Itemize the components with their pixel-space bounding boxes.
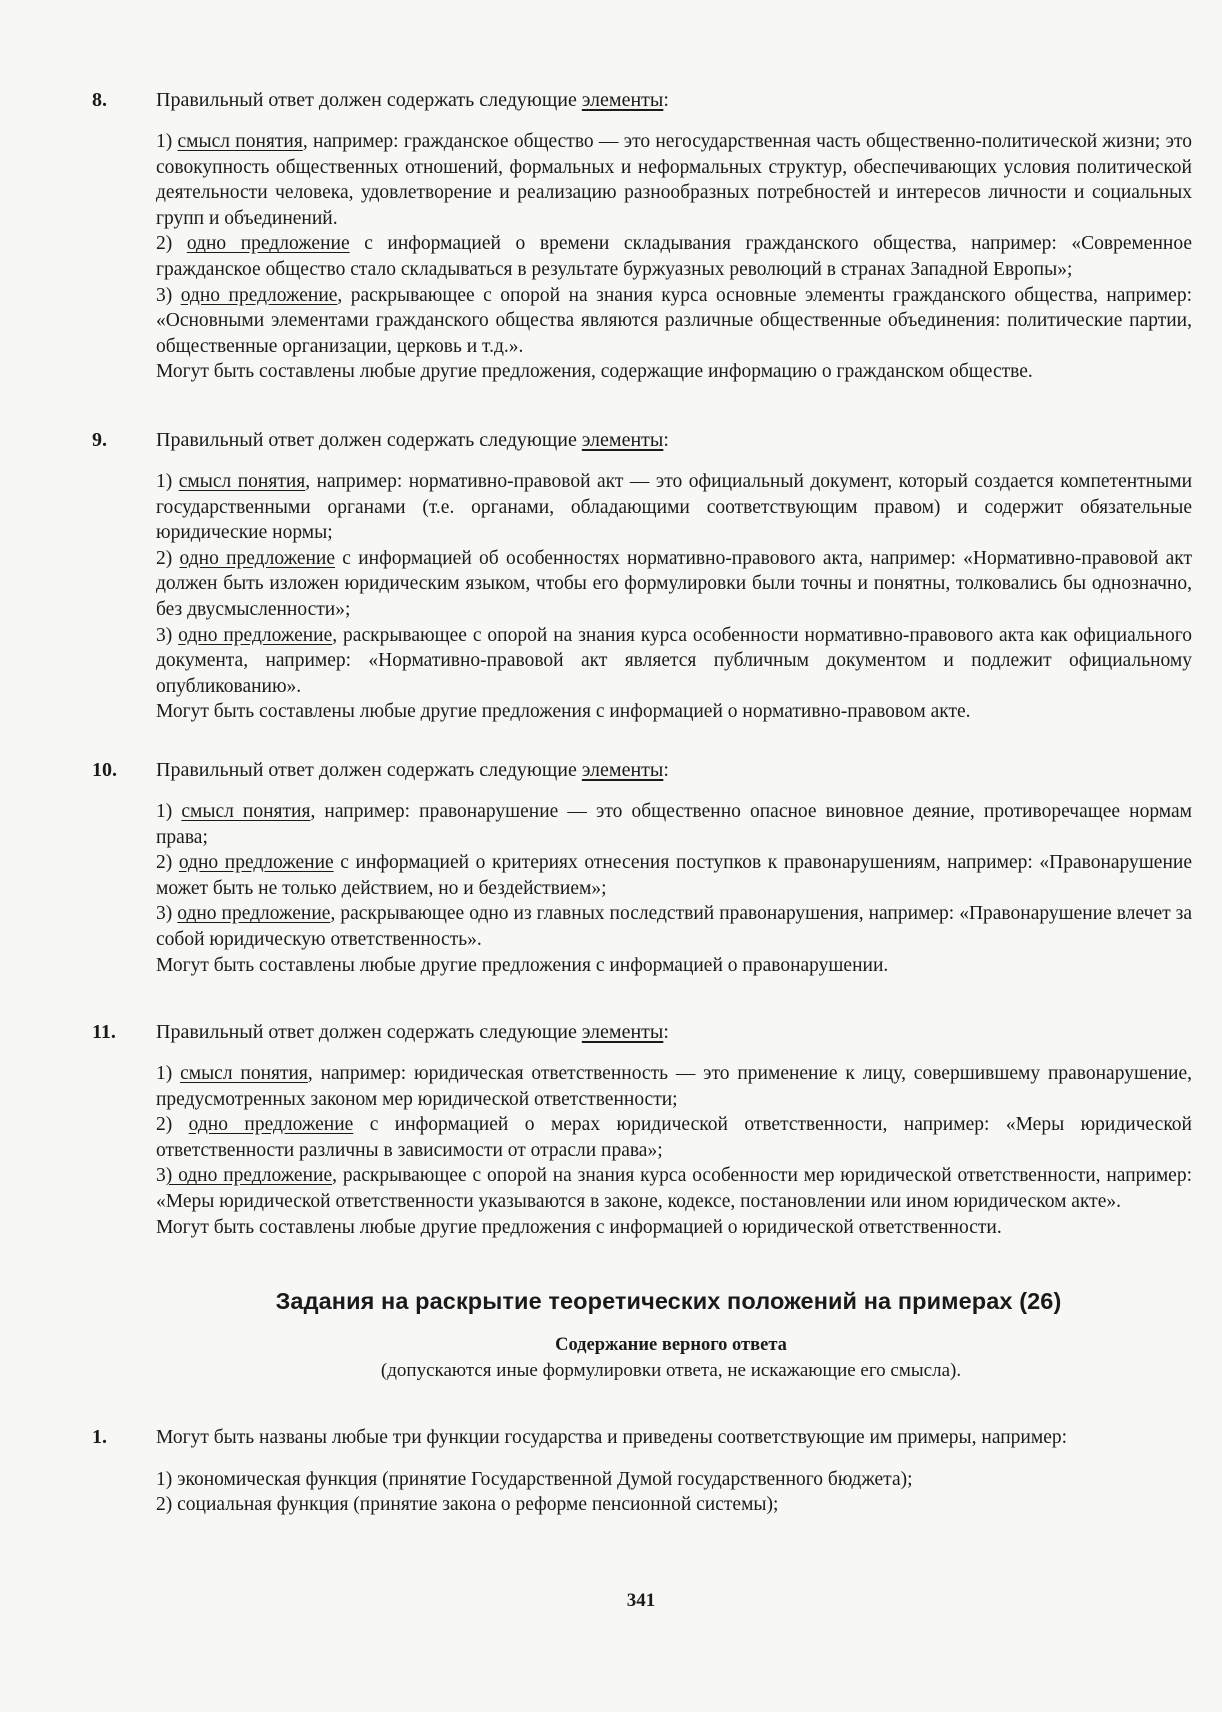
task-item-1 <box>92 1425 1190 1518</box>
item-number: 10. <box>92 759 117 781</box>
point-2: 2) одно предложение с информацией о времени складывания гражданского общества, например: «Современное гражданское общество стало складываться в результате буржуазных революций в странах Западной Европы»; <box>156 233 1192 280</box>
point-2: 2) одно предложение с информацией о критериях отнесения поступков к правонарушениям, например: «Правонарушение может быть не только действием, но и бездействием»; <box>156 852 1192 899</box>
closing-note: Могут быть составлены любые другие предложения с информацией о нормативно-правовом акте. <box>156 701 971 723</box>
item-text <box>156 129 1192 385</box>
item-body <box>156 88 1192 385</box>
point-1: 1) смысл понятия, например: правонарушение — это общественно опасное виновное деяние, противоречащее нормам права; <box>156 801 1193 848</box>
answer-item-11 <box>92 1020 1193 1288</box>
point-1: 1) смысл понятия, например: юридическая ответственность — это применение к лицу, совершившему правонарушение, предусмотренных законом мер юридической ответственности; <box>156 1063 1193 1110</box>
item-lead: Правильный ответ должен содержать следующие элементы: <box>156 1021 669 1043</box>
item-body <box>156 1425 1192 1518</box>
answer-item-10 <box>92 758 1193 1020</box>
item-number: 11. <box>92 1021 116 1043</box>
point-2: 2) одно предложение с информацией о мерах юридической ответственности, например: «Меры юридической ответственности различны в зависимости от отрасли права»; <box>156 1114 1192 1161</box>
point-1: 1) смысл понятия, например: нормативно-правовой акт — это официальный документ, который создается компетентными государственными органами (т.е. органами, обладающими соответствующим правом) и содержит обязательные юридические нормы; <box>156 471 1192 544</box>
point-3: 3) одно предложение, раскрывающее с опорой на знания курса особенности нормативно-правового акта как официального документа, например: «Нормативно-правовой акт является публичным документом и подлежит официальному опубликованию». <box>156 624 1192 697</box>
section-note: (допускаются иные формулировки ответа, не искажающие его смысла). <box>380 1360 962 1381</box>
example-1: 1) экономическая функция (принятие Государственной Думой государственного бюджета); <box>156 1468 913 1490</box>
point-2: 2) одно предложение с информацией об особенностях нормативно-правового акта, например: «Нормативно-правовой акт должен быть изложен юридическим языком, чтобы его формулировки были точны и понятны, толковались бы однозначно, без двусмысленности»; <box>156 547 1193 620</box>
item-text <box>156 1467 1192 1518</box>
closing-note: Могут быть составлены любые другие предложения с информацией о юридической ответственности. <box>156 1216 1002 1238</box>
point-3: 3) одно предложение, раскрывающее одно из главных последствий правонарушения, например: «Правонарушение влечет за собой юридическую ответственность». <box>156 903 1192 950</box>
item-lead: Правильный ответ должен содержать следующие элементы: <box>156 89 669 111</box>
item-body <box>156 428 1192 725</box>
point-1: 1) смысл понятия, например: гражданское общество — это негосударственная часть общественно-политической жизни; это совокупность общественных отношений, формальных и неформальных структур, обеспечивающих условия политической деятельности человека, удовлетворение и реализацию разнообразных потребностей и интересов личности и социальных групп и объединений. <box>156 131 1192 229</box>
closing-note: Могут быть составлены любые другие предложения с информацией о правонарушении. <box>156 954 889 976</box>
section-subtitle: Содержание верного ответа <box>555 1335 787 1355</box>
item-lead: Правильный ответ должен содержать следующие элементы: <box>156 759 669 781</box>
item-text <box>156 799 1192 978</box>
section-title: Задания на раскрытие теоретических положений на примерах (26) <box>275 1288 1062 1314</box>
point-3: 3) одно предложение, раскрывающее с опорой на знания курса особенности мер юридической ответственности, например: «Меры юридической ответственности указываются в законе, кодексе, постановлении или ином юридическом акте». <box>156 1165 1192 1212</box>
page-number: 341 <box>626 1590 656 1611</box>
item-number: 8. <box>92 89 107 111</box>
answer-item-9 <box>92 428 1193 758</box>
item-text <box>156 469 1192 725</box>
item-body <box>156 1020 1192 1240</box>
item-number: 9. <box>92 429 107 451</box>
answer-item-8 <box>92 88 1190 428</box>
example-2: 2) социальная функция (принятие закона о реформе пенсионной системы); <box>156 1494 779 1516</box>
closing-note: Могут быть составлены любые другие предложения, содержащие информацию о гражданском обществе. <box>156 361 1033 383</box>
item-text <box>156 1061 1192 1240</box>
item-body <box>156 758 1192 978</box>
item-number: 1. <box>92 1426 107 1448</box>
item-lead: Правильный ответ должен содержать следующие элементы: <box>156 429 669 451</box>
item-lead: Могут быть названы любые три функции государства и приведены соответствующие им примеры, например: <box>156 1427 1068 1448</box>
point-3: 3) одно предложение, раскрывающее с опорой на знания курса основные элементы гражданского общества, например: «Основными элементами гражданского общества являются различные общественные объединения: политические партии, общественные организации, церковь и т.д.». <box>156 284 1192 357</box>
